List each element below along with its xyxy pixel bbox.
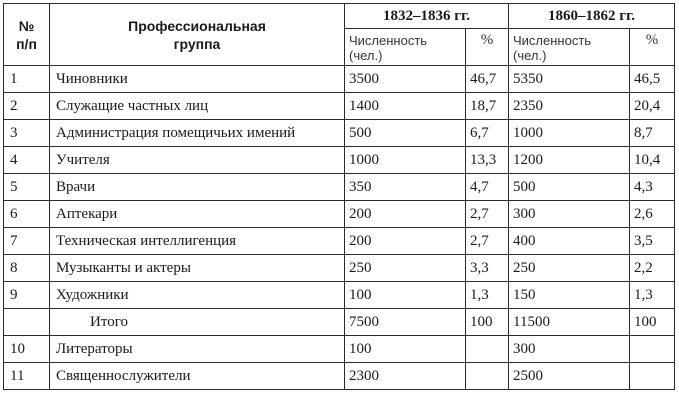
row-percent-1832: 3,3	[466, 255, 509, 282]
row-count-1860: 150	[509, 282, 630, 309]
row-count-1832: 1000	[345, 147, 466, 174]
row-count-1832: 100	[345, 336, 466, 363]
row-count-1832: 250	[345, 255, 466, 282]
row-count-1860: 2350	[509, 93, 630, 120]
table-row	[4, 255, 675, 282]
header-group-line2: группа	[173, 35, 221, 52]
row-group-name: Служащие частных лиц	[50, 93, 345, 120]
row-count-1832: 100	[345, 282, 466, 309]
header-count-2-line2: (чел.)	[513, 48, 547, 63]
table-row	[4, 336, 675, 363]
table-row	[4, 282, 675, 309]
row-percent-1860	[630, 336, 675, 363]
row-percent-1860: 3,5	[630, 228, 675, 255]
row-count-1860: 500	[509, 174, 630, 201]
row-count-1860: 5350	[509, 66, 630, 93]
row-percent-1832: 4,7	[466, 174, 509, 201]
row-number: 6	[4, 201, 50, 228]
table-row	[4, 228, 675, 255]
header-number	[4, 4, 50, 66]
row-percent-1832: 46,7	[466, 66, 509, 93]
table-row	[4, 147, 675, 174]
professional-groups-table	[3, 3, 675, 390]
header-percent-2: %	[630, 29, 675, 66]
row-count-1860: 300	[509, 336, 630, 363]
row-count-1860: 1200	[509, 147, 630, 174]
table-row	[4, 174, 675, 201]
table-row	[4, 309, 675, 336]
row-number: 4	[4, 147, 50, 174]
row-group-name: Музыканты и актеры	[50, 255, 345, 282]
row-group-name: Итого	[50, 309, 345, 336]
row-percent-1860: 100	[630, 309, 675, 336]
row-number: 2	[4, 93, 50, 120]
header-count-2-line1: Численность	[513, 33, 592, 48]
row-number: 3	[4, 120, 50, 147]
header-percent-1: %	[466, 29, 509, 66]
row-count-1860: 11500	[509, 309, 630, 336]
row-percent-1860: 2,2	[630, 255, 675, 282]
row-group-name: Чиновники	[50, 66, 345, 93]
row-count-1860: 400	[509, 228, 630, 255]
row-percent-1832	[466, 363, 509, 390]
row-count-1860: 300	[509, 201, 630, 228]
row-percent-1832: 13,3	[466, 147, 509, 174]
row-count-1860: 250	[509, 255, 630, 282]
row-percent-1860	[630, 363, 675, 390]
row-count-1832: 200	[345, 201, 466, 228]
row-group-name: Аптекари	[50, 201, 345, 228]
row-percent-1860: 10,4	[630, 147, 675, 174]
header-count-2	[509, 29, 630, 66]
row-percent-1860: 8,7	[630, 120, 675, 147]
row-group-name: Техническая интеллигенция	[50, 228, 345, 255]
row-count-1860: 2500	[509, 363, 630, 390]
row-group-name: Учителя	[50, 147, 345, 174]
row-count-1832: 2300	[345, 363, 466, 390]
header-count-1	[345, 29, 466, 66]
row-group-name: Администрация помещичьих имений	[50, 120, 345, 147]
row-percent-1832: 18,7	[466, 93, 509, 120]
row-count-1832: 500	[345, 120, 466, 147]
row-group-name: Художники	[50, 282, 345, 309]
row-count-1832: 1400	[345, 93, 466, 120]
row-count-1860: 1000	[509, 120, 630, 147]
row-percent-1832	[466, 336, 509, 363]
table-row	[4, 120, 675, 147]
header-period-2: 1860–1862 гг.	[509, 4, 675, 29]
header-count-1-line1: Численность	[349, 33, 428, 48]
header-professional-group	[50, 4, 345, 66]
row-number: 10	[4, 336, 50, 363]
row-percent-1860: 1,3	[630, 282, 675, 309]
table-row	[4, 66, 675, 93]
row-number: 9	[4, 282, 50, 309]
row-group-name: Литераторы	[50, 336, 345, 363]
row-percent-1860: 20,4	[630, 93, 675, 120]
row-number: 1	[4, 66, 50, 93]
row-count-1832: 200	[345, 228, 466, 255]
row-number: 8	[4, 255, 50, 282]
row-percent-1860: 4,3	[630, 174, 675, 201]
row-count-1832: 7500	[345, 309, 466, 336]
table-row	[4, 363, 675, 390]
row-percent-1860: 46,5	[630, 66, 675, 93]
table-body	[4, 66, 675, 390]
row-number: 5	[4, 174, 50, 201]
header-count-1-line2: (чел.)	[349, 48, 383, 63]
row-percent-1832: 2,7	[466, 201, 509, 228]
header-number-line1: №	[18, 17, 35, 34]
row-count-1832: 350	[345, 174, 466, 201]
row-percent-1832: 6,7	[466, 120, 509, 147]
row-group-name: Врачи	[50, 174, 345, 201]
row-number	[4, 309, 50, 336]
row-number: 7	[4, 228, 50, 255]
row-group-name: Священнослужители	[50, 363, 345, 390]
row-percent-1832: 1,3	[466, 282, 509, 309]
table-row	[4, 201, 675, 228]
row-percent-1860: 2,6	[630, 201, 675, 228]
header-group-line1: Профессиональная	[128, 17, 266, 34]
header-number-line2: п/п	[16, 35, 37, 52]
table-row	[4, 93, 675, 120]
row-percent-1832: 2,7	[466, 228, 509, 255]
row-number: 11	[4, 363, 50, 390]
row-count-1832: 3500	[345, 66, 466, 93]
row-percent-1832: 100	[466, 309, 509, 336]
header-period-1: 1832–1836 гг.	[345, 4, 509, 29]
